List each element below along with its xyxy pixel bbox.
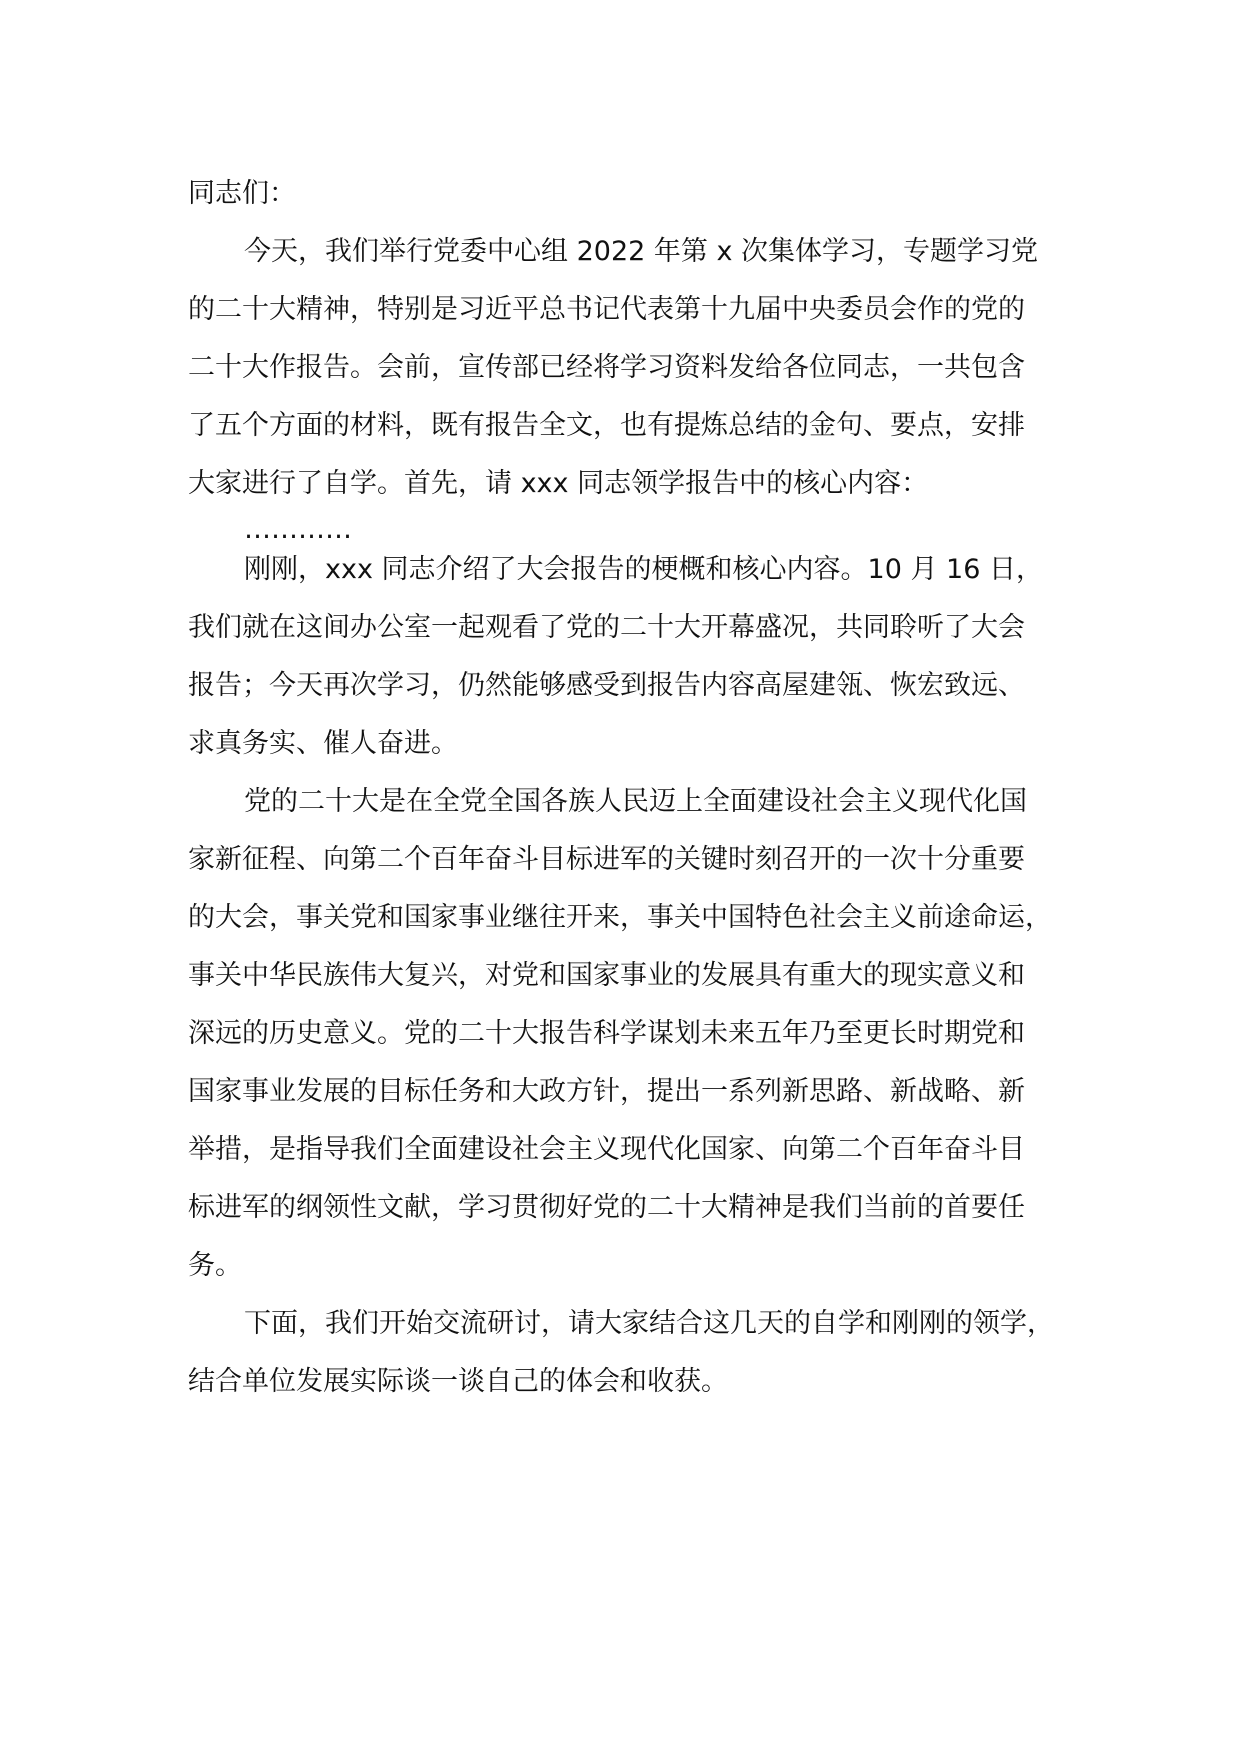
paragraph-3-line-5: 深远的历史意义。党的二十大报告科学谋划未来五年乃至更长时期党和	[188, 1018, 1025, 1049]
paragraph-1-line-5: 大家进行了自学。首先，请 xxx 同志领学报告中的核心内容：	[188, 468, 929, 499]
paragraph-4-line-2: 结合单位发展实际谈一谈自己的体会和收获。	[188, 1366, 728, 1397]
paragraph-2-line-2: 我们就在这间办公室一起观看了党的二十大开幕盛况，共同聆听了大会	[188, 612, 1025, 643]
paragraph-2-line-4: 求真务实、催人奋进。	[188, 728, 458, 759]
paragraph-3-line-2: 家新征程、向第二个百年奋斗目标进军的关键时刻召开的一次十分重要	[188, 844, 1025, 875]
paragraph-3-line-4: 事关中华民族伟大复兴，对党和国家事业的发展具有重大的现实意义和	[188, 960, 1025, 991]
paragraph-2-line-1: 刚刚，xxx 同志介绍了大会报告的梗概和核心内容。10 月 16 日，	[244, 554, 1043, 585]
paragraph-1-line-2: 的二十大精神，特别是习近平总书记代表第十九届中央委员会作的党的	[188, 294, 1025, 325]
paragraph-1-line-3: 二十大作报告。会前，宣传部已经将学习资料发给各位同志，一共包含	[188, 352, 1025, 383]
paragraph-3-line-8: 标进军的纲领性文献，学习贯彻好党的二十大精神是我们当前的首要任	[188, 1192, 1025, 1223]
paragraph-1-line-1: 今天，我们举行党委中心组 2022 年第 x 次集体学习，专题学习党	[244, 236, 1039, 267]
paragraph-3-line-1: 党的二十大是在全党全国各族人民迈上全面建设社会主义现代化国	[244, 786, 1027, 817]
paragraph-3-line-3: 的大会，事关党和国家事业继往开来，事关中国特色社会主义前途命运，	[188, 902, 1052, 933]
paragraph-4-line-1: 下面，我们开始交流研讨，请大家结合这几天的自学和刚刚的领学，	[244, 1308, 1054, 1339]
paragraph-3-line-6: 国家事业发展的目标任务和大政方针，提出一系列新思路、新战略、新	[188, 1076, 1025, 1107]
paragraph-3-line-9: 务。	[188, 1250, 242, 1281]
paragraph-1-line-4: 了五个方面的材料，既有报告全文，也有提炼总结的金句、要点，安排	[188, 410, 1025, 441]
paragraph-3-line-7: 举措，是指导我们全面建设社会主义现代化国家、向第二个百年奋斗目	[188, 1134, 1025, 1165]
ellipsis-line: …………	[244, 514, 352, 545]
salutation: 同志们：	[188, 178, 296, 209]
paragraph-2-line-3: 报告；今天再次学习，仍然能够感受到报告内容高屋建瓴、恢宏致远、	[188, 670, 1025, 701]
